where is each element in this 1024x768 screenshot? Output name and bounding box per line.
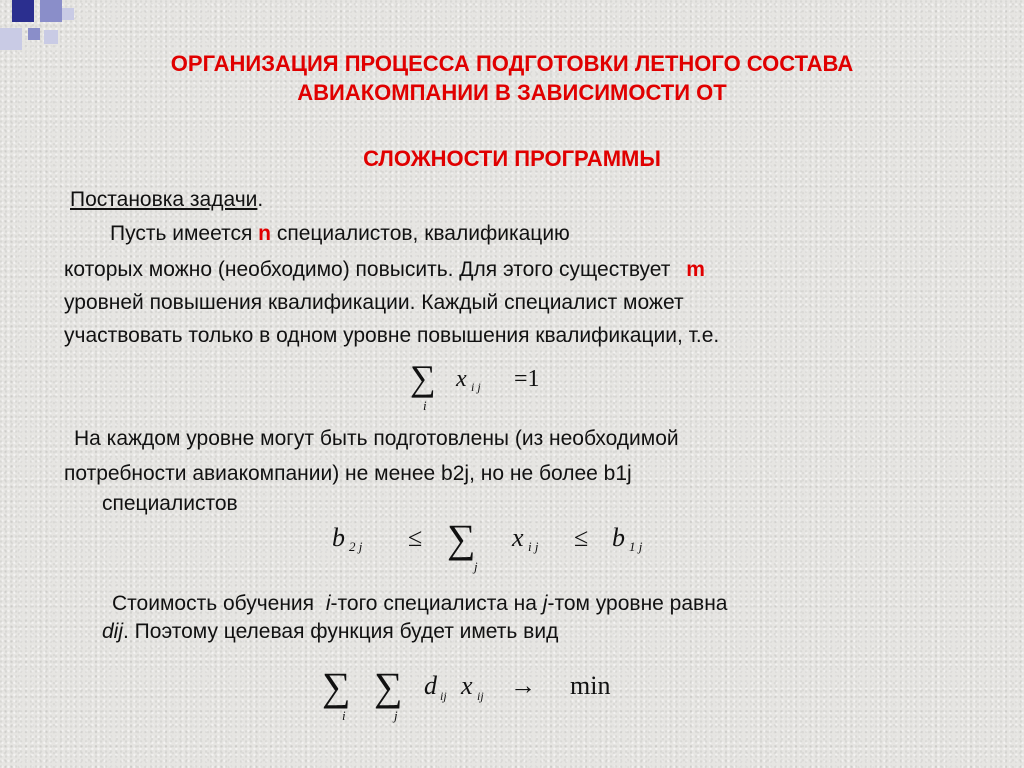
title-line-1: ОРГАНИЗАЦИЯ ПРОЦЕССА ПОДГОТОВКИ ЛЕТНОГО СОСТАВА: [170, 51, 854, 76]
variable-d-subscript: ij: [440, 689, 447, 703]
variable-d: d: [424, 671, 437, 700]
variable-m: m: [686, 258, 705, 281]
corner-square-decoration: [0, 28, 22, 50]
problem-heading: [70, 187, 263, 213]
b1-subscript: 1 j: [629, 539, 643, 554]
less-equal-sign: ≤: [574, 523, 589, 552]
variable-b: b: [332, 523, 345, 552]
sum-symbol: ∑: [410, 358, 436, 398]
text-span: Стоимость обучения: [112, 592, 320, 615]
variable-x-subscript: i j: [471, 380, 481, 394]
variable-x: x: [461, 671, 473, 700]
variable-dij: dij: [102, 620, 124, 643]
corner-square-decoration: [40, 0, 62, 22]
less-equal-sign: ≤: [408, 523, 423, 552]
sum-index: j: [474, 559, 478, 574]
min-word: min: [570, 671, 611, 700]
formula-constraint-b2j-b1j: [332, 510, 682, 574]
variable-x: x: [512, 523, 524, 552]
problem-heading-dot: .: [257, 188, 264, 211]
variable-x-subscript: ij: [477, 689, 484, 703]
sum-index-i: i: [342, 708, 346, 723]
b2-subscript: 2 j: [349, 539, 363, 554]
formula-sum-xij-equals-1: [410, 358, 590, 414]
text-span: -том уровне равна: [547, 592, 728, 615]
rhs-equals-one: =1: [514, 366, 540, 392]
sum-symbol: ∑: [374, 664, 403, 709]
title-line-2: АВИАКОМПАНИИ В ЗАВИСИМОСТИ ОТ: [297, 80, 727, 105]
sum-symbol: ∑: [447, 516, 476, 561]
arrow-symbol: →: [510, 671, 536, 700]
problem-heading-text: Постановка задачи: [70, 188, 258, 211]
sum-symbol: ∑: [322, 664, 351, 709]
corner-square-decoration: [62, 8, 74, 20]
variable-x-subscript: i j: [528, 539, 539, 554]
paragraph-line: [102, 619, 558, 645]
variable-b: b: [612, 523, 625, 552]
text-span: которых можно (необходимо) повысить. Для этого существует: [64, 258, 677, 281]
text-span: . Поэтому целевая функция будет иметь вид: [123, 620, 559, 643]
text-span: -того специалиста на: [330, 592, 543, 615]
slide-title: [40, 49, 984, 107]
variable-i: i: [325, 592, 331, 615]
corner-square-decoration: [44, 30, 58, 44]
paragraph-line: [64, 257, 705, 283]
paragraph-line: уровней повышения квалификации. Каждый специалист может: [64, 291, 684, 314]
paragraph-line: потребности авиакомпании) не менее b2j, но не более b1j: [64, 462, 632, 485]
text-span: специалистов, квалификацию: [271, 222, 570, 245]
sum-index-j: j: [394, 708, 398, 723]
variable-n: n: [258, 222, 271, 245]
corner-square-decoration: [12, 0, 34, 22]
text-span: Пусть имеется: [110, 222, 259, 245]
variable-j: j: [542, 592, 548, 615]
corner-square-decoration: [28, 28, 40, 40]
paragraph-line: [110, 221, 570, 247]
paragraph-line: [112, 591, 727, 617]
slide-title-line-3: СЛОЖНОСТИ ПРОГРАММЫ: [363, 146, 661, 171]
formula-objective-min: [322, 660, 652, 730]
sum-index: i: [423, 398, 427, 413]
paragraph-line: специалистов: [102, 492, 238, 515]
variable-x: x: [456, 366, 467, 392]
paragraph-line: участвовать только в одном уровне повышения квалификации, т.е.: [64, 324, 720, 347]
paragraph-line: На каждом уровне могут быть подготовлены (из необходимой: [74, 427, 679, 450]
